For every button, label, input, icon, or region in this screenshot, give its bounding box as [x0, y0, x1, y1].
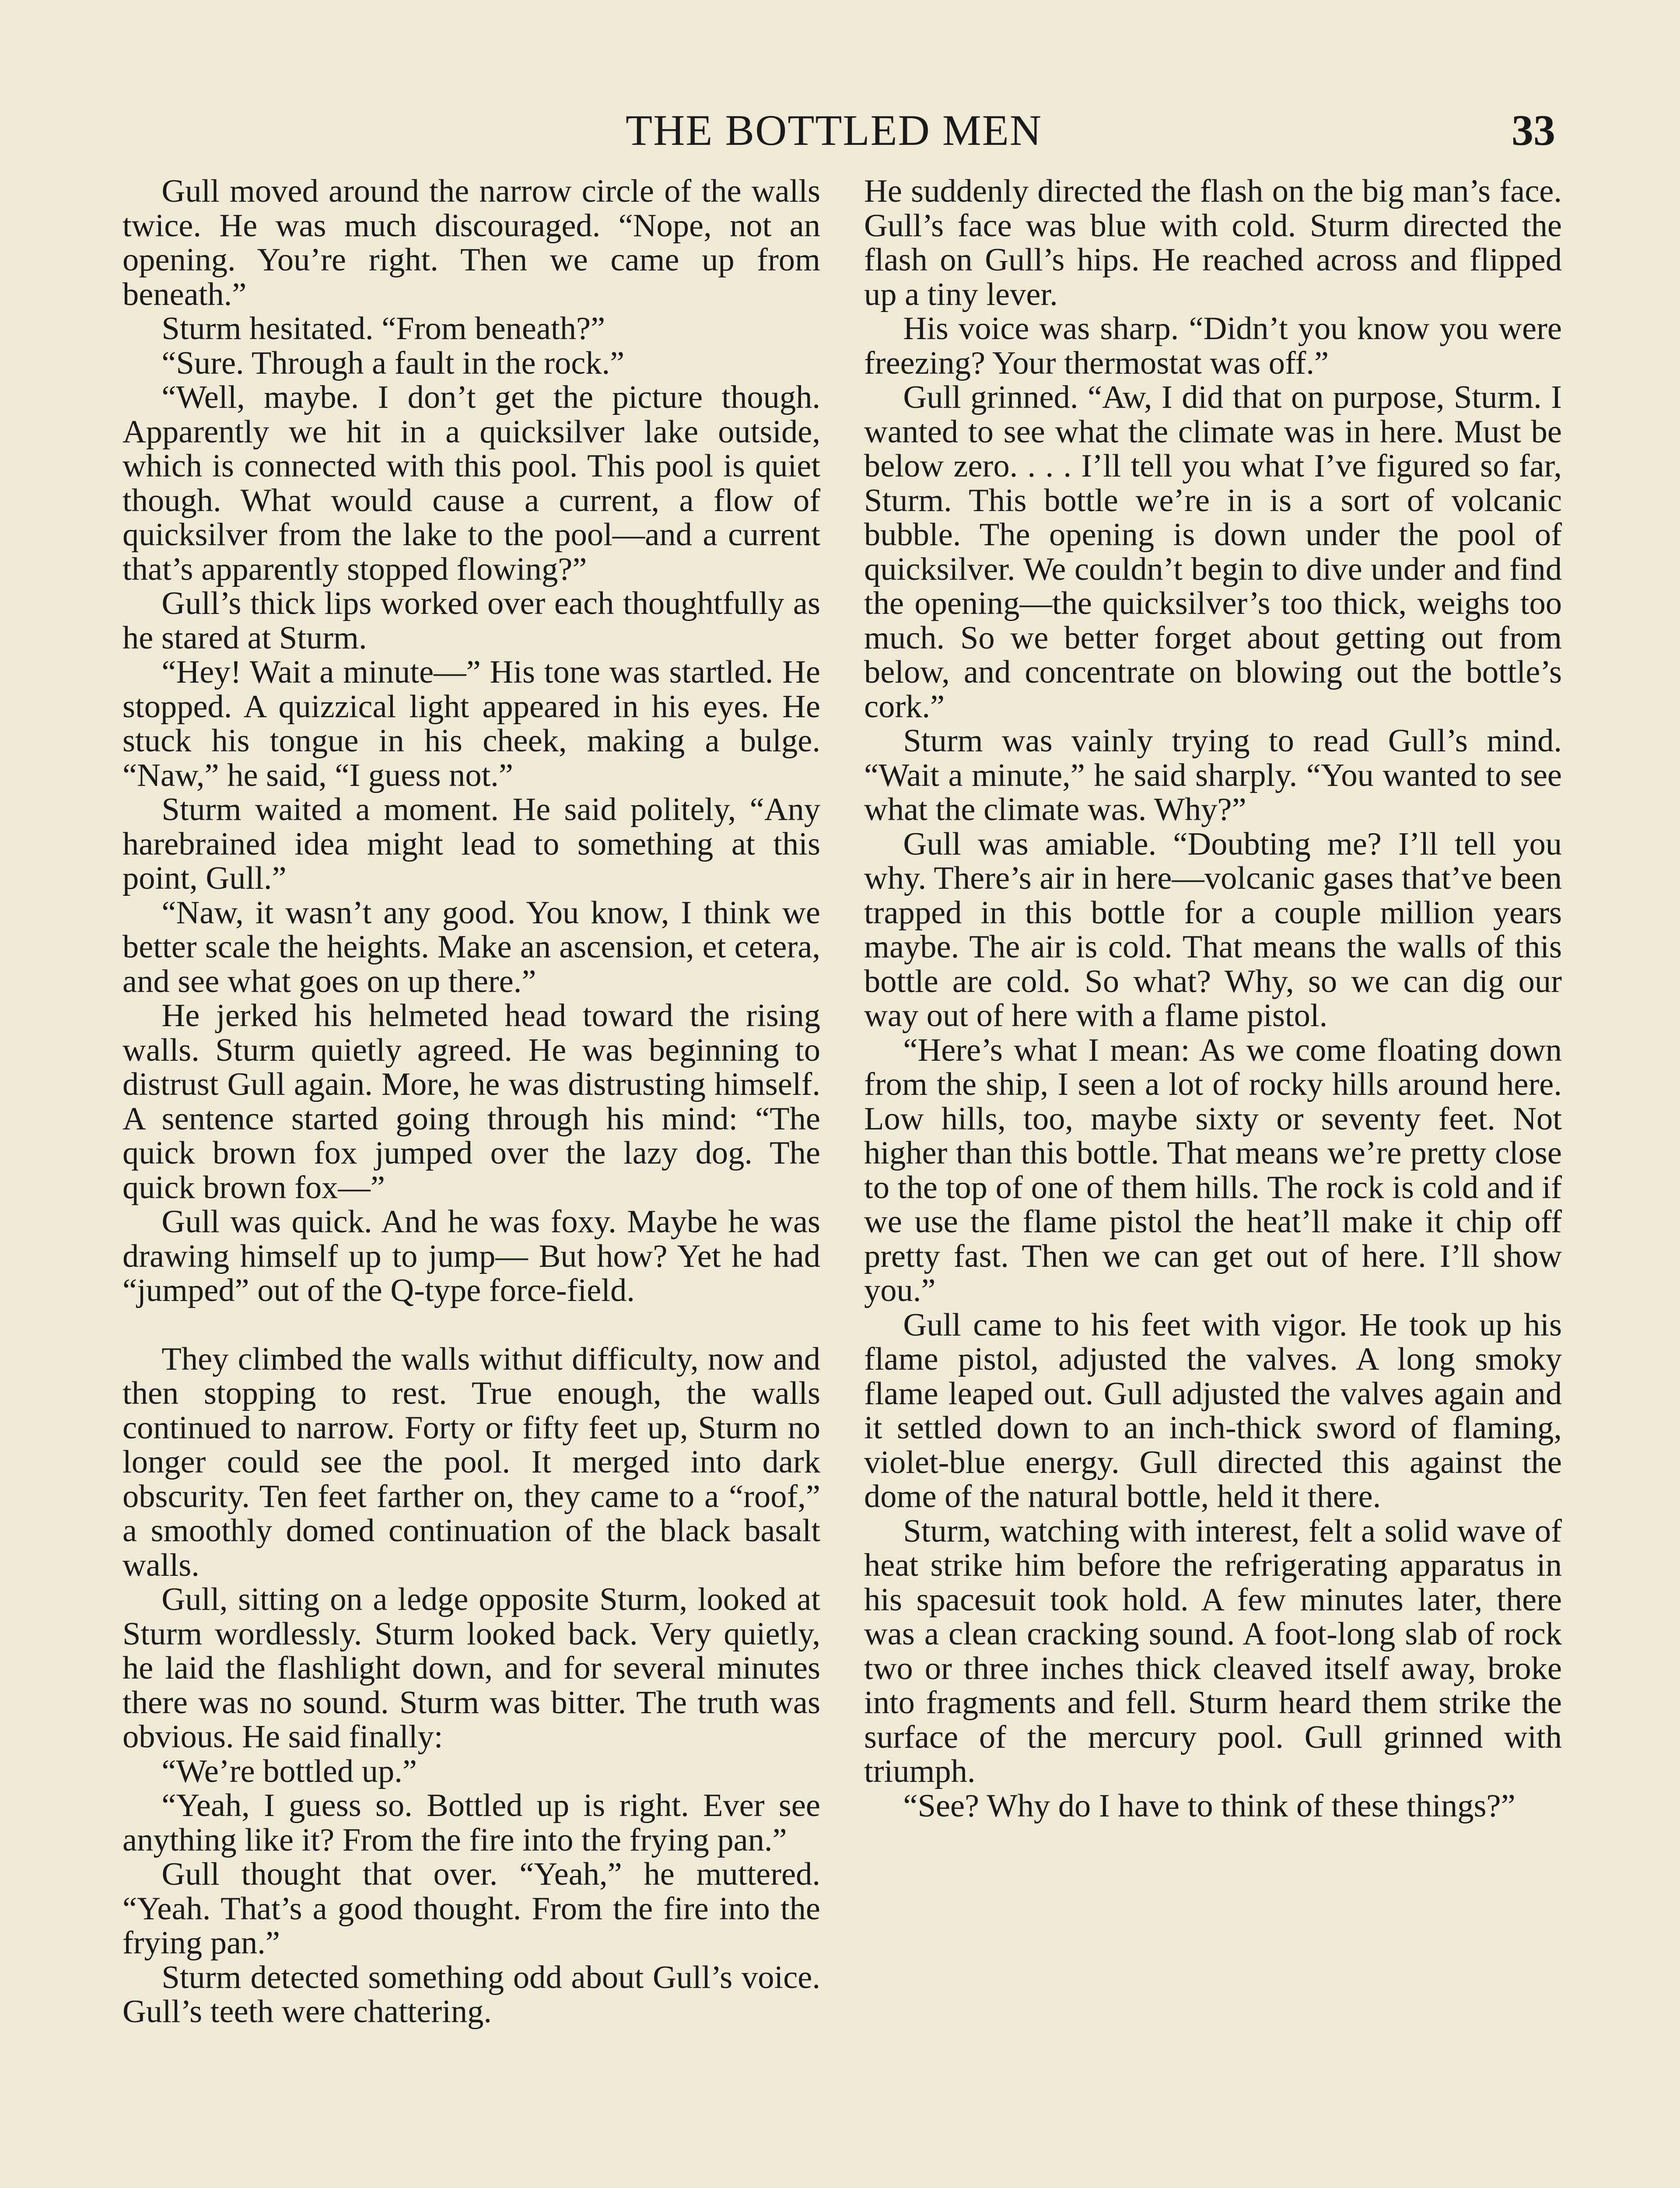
paragraph: Sturm waited a moment. He said politely, “Any harebrained idea might lead to something at this point, Gull.”	[122, 792, 820, 896]
paragraph: Gull grinned. “Aw, I did that on purpose, Sturm. I wanted to see what the climate was in here. Must be below zero. . . . I’ll tell you what I’ve figured so far, Sturm. This bottle we’re in is a sort of volcanic bubble. The opening is down under the pool of quicksilver. We couldn’t begin to dive under and find the opening—the quicksilver’s too thick, weighs too much. So we better forget about getting out from below, and concentrate on blowing out the bottle’s cork.”	[864, 379, 1562, 725]
right-column	[864, 174, 1562, 1823]
left-column	[122, 174, 820, 2029]
paragraph: Sturm detected something odd about Gull’s voice. Gull’s teeth were chattering.	[122, 1959, 820, 2030]
paragraph: “Yeah, I guess so. Bottled up is right. Ever see anything like it? From the fire into the frying pan.”	[122, 1788, 820, 1858]
paragraph: Gull was quick. And he was foxy. Maybe he was drawing himself up to jump— But how? Yet he had “jumped” out of the Q-type force-field.	[122, 1204, 820, 1308]
paragraph: Sturm hesitated. “From beneath?”	[161, 311, 606, 347]
paragraph: “Well, maybe. I don’t get the picture though. Apparently we hit in a quicksilver lake outside, which is connected with this pool. This pool is quiet though. What would cause a current, a flow of quicksilver from the lake to the pool—and a current that’s apparently stopped flowing?”	[122, 379, 820, 587]
paragraph: “See? Why do I have to think of these things?”	[903, 1788, 1516, 1824]
paragraph: Gull moved around the narrow circle of the walls twice. He was much discouraged. “Nope, not an opening. You’re right. Then we came up from beneath.”	[122, 173, 820, 312]
paragraph: His voice was sharp. “Didn’t you know you were freezing? Your thermostat was off.”	[864, 311, 1562, 381]
section-break	[122, 1308, 820, 1342]
running-title: THE BOTTLED MEN	[626, 106, 1043, 154]
paragraph: Gull, sitting on a ledge opposite Sturm, looked at Sturm wordlessly. Sturm looked back. Very quietly, he laid the flashlight down, and for several minutes there was no sound. Sturm was bitter. The truth was obvious. He said finally:	[122, 1581, 820, 1755]
paragraph: “Naw, it wasn’t any good. You know, I think we better scale the heights. Make an ascension, et cetera, and see what goes on up there.”	[122, 894, 820, 999]
paragraph: Gull’s thick lips worked over each thoughtfully as he stared at Sturm.	[122, 586, 820, 656]
page-number: 33	[1512, 106, 1555, 154]
paragraph: “Here’s what I mean: As we come floating down from the ship, I seen a lot of rocky hills around here. Low hills, too, maybe sixty or seventy feet. Not higher than this bottle. That means we’re pretty close to the top of one of them hills. The rock is cold and if we use the flame pistol the heat’ll make it chip off pretty fast. Then we can get out of here. I’ll show you.”	[864, 1032, 1562, 1308]
paragraph: They climbed the walls withut difficulty, now and then stopping to rest. True enough, the walls continued to narrow. Forty or fifty feet up, Sturm no longer could see the pool. It merged into dark obscurity. Ten feet farther on, they came to a “roof,” a smoothly domed continuation of the black basalt walls.	[122, 1341, 820, 1583]
page-header	[0, 105, 1680, 162]
paragraph: He jerked his helmeted head toward the rising walls. Sturm quietly agreed. He was beginning to distrust Gull again. More, he was distrusting himself. A sentence started going through his mind: “The quick brown fox jumped over the lazy dog. The quick brown fox—”	[122, 998, 820, 1206]
paragraph: Gull was amiable. “Doubting me? I’ll tell you why. There’s air in here—volcanic gases that’ve been trapped in this bottle for a couple million years maybe. The air is cold. That means the walls of this bottle are cold. So what? Why, so we can dig our way out of here with a flame pistol.	[864, 826, 1562, 1034]
continued-paragraph: He suddenly directed the flash on the big man’s face. Gull’s face was blue with cold. Sturm directed the flash on Gull’s hips. He reached across and flipped up a tiny lever.	[864, 173, 1562, 312]
paragraph: “Hey! Wait a minute—” His tone was startled. He stopped. A quizzical light appeared in his eyes. He stuck his tongue in his cheek, making a bulge. “Naw,” he said, “I guess not.”	[122, 654, 820, 793]
paragraph: “We’re bottled up.”	[161, 1753, 417, 1789]
paragraph: “Sure. Through a fault in the rock.”	[161, 345, 625, 381]
paragraph: Sturm was vainly trying to read Gull’s mind. “Wait a minute,” he said sharply. “You wanted to see what the climate was. Why?”	[864, 723, 1562, 828]
paragraph: Sturm, watching with interest, felt a solid wave of heat strike him before the refrigerating apparatus in his spacesuit took hold. A few minutes later, there was a clean cracking sound. A foot-long slab of rock two or three inches thick cleaved itself away, broke into fragments and fell. Sturm heard them strike the surface of the mercury pool. Gull grinned with triumph.	[864, 1513, 1562, 1789]
paragraph: Gull came to his feet with vigor. He took up his flame pistol, adjusted the valves. A long smoky flame leaped out. Gull adjusted the valves again and it settled down to an inch-thick sword of flaming, violet-blue energy. Gull directed this against the dome of the natural bottle, held it there.	[864, 1307, 1562, 1515]
paragraph: Gull thought that over. “Yeah,” he muttered. “Yeah. That’s a good thought. From the fire into the frying pan.”	[122, 1856, 820, 1961]
